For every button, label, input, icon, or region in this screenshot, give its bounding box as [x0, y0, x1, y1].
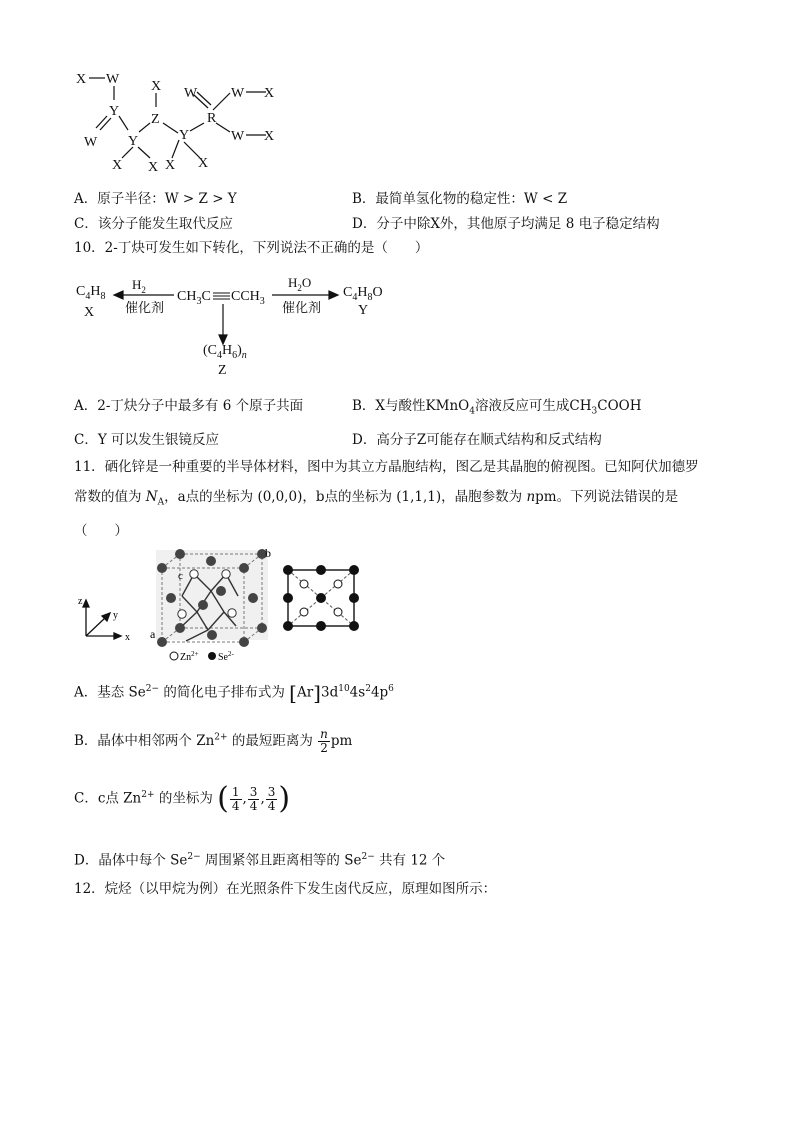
atom-w: W: [84, 135, 98, 150]
label-c: c: [178, 570, 183, 582]
right-product: $C_4H_8O$: [343, 285, 383, 303]
right-label: Y: [358, 303, 369, 318]
q9-option-c[interactable]: C．该分子能发生取代反应: [74, 216, 233, 232]
q10-option-b[interactable]: B．X与酸性KMnO$_4$溶液反应可生成$CH_3COOH$: [352, 398, 642, 417]
q11-option-d[interactable]: D．晶体中每个 $Se^{2-}$ 周围紧邻且距离相等的 $Se^{2-}$ 共有 12 个: [74, 852, 446, 869]
axis-y-label: y: [113, 610, 118, 621]
down-label: Z: [218, 363, 227, 378]
atom-x: X: [151, 79, 162, 94]
q10-option-d[interactable]: D．高分子Z可能存在顺式结构和反式结构: [352, 432, 602, 448]
q11-stem-line3: （ ）: [74, 523, 128, 539]
q11-stem-line1: 11．硒化锌是一种重要的半导体材料，图中为其立方晶胞结构，图乙是其晶胞的俯视图。已知阿伏加德罗: [74, 459, 699, 475]
crystal-cell-figure: [76, 546, 366, 664]
q11-option-a[interactable]: A．基态 $Se^{2-}$ 的简化电子排布式为 $[Ar]3d^{10}4s^24p^6$: [74, 681, 394, 705]
svg-text:CCH3: $CCH_3$: [231, 289, 265, 307]
left-label: X: [84, 305, 95, 320]
axis-x-label: x: [125, 632, 130, 643]
q11-stem-line2: 常数的值为 $N_A$，a点的坐标为 (0,0,0)，b点的坐标为 (1,1,1)，晶胞参数为 npm。下列说法错误的是: [74, 489, 679, 508]
left-catalyst: 催化剂: [125, 300, 165, 315]
atom-x: X: [148, 160, 159, 175]
top-view: [283, 565, 359, 631]
atom-x: X: [198, 156, 209, 171]
axis-z-label: z: [78, 596, 83, 607]
atom-x: X: [264, 129, 275, 144]
reaction-scheme: [70, 266, 400, 380]
q9-option-d[interactable]: D．分子中除X外，其他原子均满足 8 电子稳定结构: [352, 216, 660, 232]
molecule-structure: [70, 68, 290, 180]
legend-zn: $Zn^{2+}$: [180, 650, 199, 663]
atom-w: W: [106, 72, 120, 87]
left-product: $C_4H_8$: [76, 284, 106, 302]
q9-option-b[interactable]: B．最简单氢化物的稳定性：W < Z: [352, 191, 568, 207]
atom-x: X: [165, 158, 176, 173]
atom-w: W: [184, 86, 198, 101]
q9-option-a[interactable]: A．原子半径：W > Z > Y: [74, 191, 237, 207]
right-catalyst: 催化剂: [282, 300, 322, 315]
legend-se-marker: [208, 652, 216, 660]
down-product: $(C_4H_6)_n$: [203, 343, 247, 361]
atom-z: Z: [151, 112, 160, 127]
atom-y: Y: [128, 134, 139, 149]
legend-zn-marker: [170, 652, 178, 660]
label-b: b: [265, 546, 271, 560]
atom-w: W: [231, 86, 245, 101]
right-reagent: $H_2O$: [288, 275, 312, 293]
left-reagent: $H_2$: [132, 277, 146, 295]
q10-option-c[interactable]: C．Y 可以发生银镜反应: [74, 432, 220, 448]
label-a: a: [150, 627, 156, 641]
q12-stem: 12．烷烃（以甲烷为例）在光照条件下发生卤代反应，原理如图所示：: [74, 881, 497, 897]
atom-x: X: [264, 86, 275, 101]
atom-x: X: [112, 158, 123, 173]
atom-y: Y: [179, 128, 190, 143]
q11-option-c[interactable]: C．c点 $Zn^{2+}$ 的坐标为 ( $\frac{1}{4}$ , $\frac{3}{4}$ , $\frac{3}{4}$ ): [74, 781, 291, 816]
atom-w: W: [231, 129, 245, 144]
center-compound: $CH_3C$: [177, 289, 211, 307]
legend-se: $Se^{2-}$: [218, 650, 234, 663]
q11-option-b[interactable]: B．晶体中相邻两个 $Zn^{2+}$ 的最短距离为 $\frac{n}{2}$ pm: [74, 727, 353, 755]
atom-x: X: [76, 72, 87, 87]
atom-y: Y: [109, 104, 120, 119]
atom-r: R: [207, 111, 217, 126]
q10-stem: 10．2-丁炔可发生如下转化，下列说法不正确的是（ ）: [74, 240, 429, 256]
q10-option-a[interactable]: A．2-丁炔分子中最多有 6 个原子共面: [74, 398, 304, 414]
